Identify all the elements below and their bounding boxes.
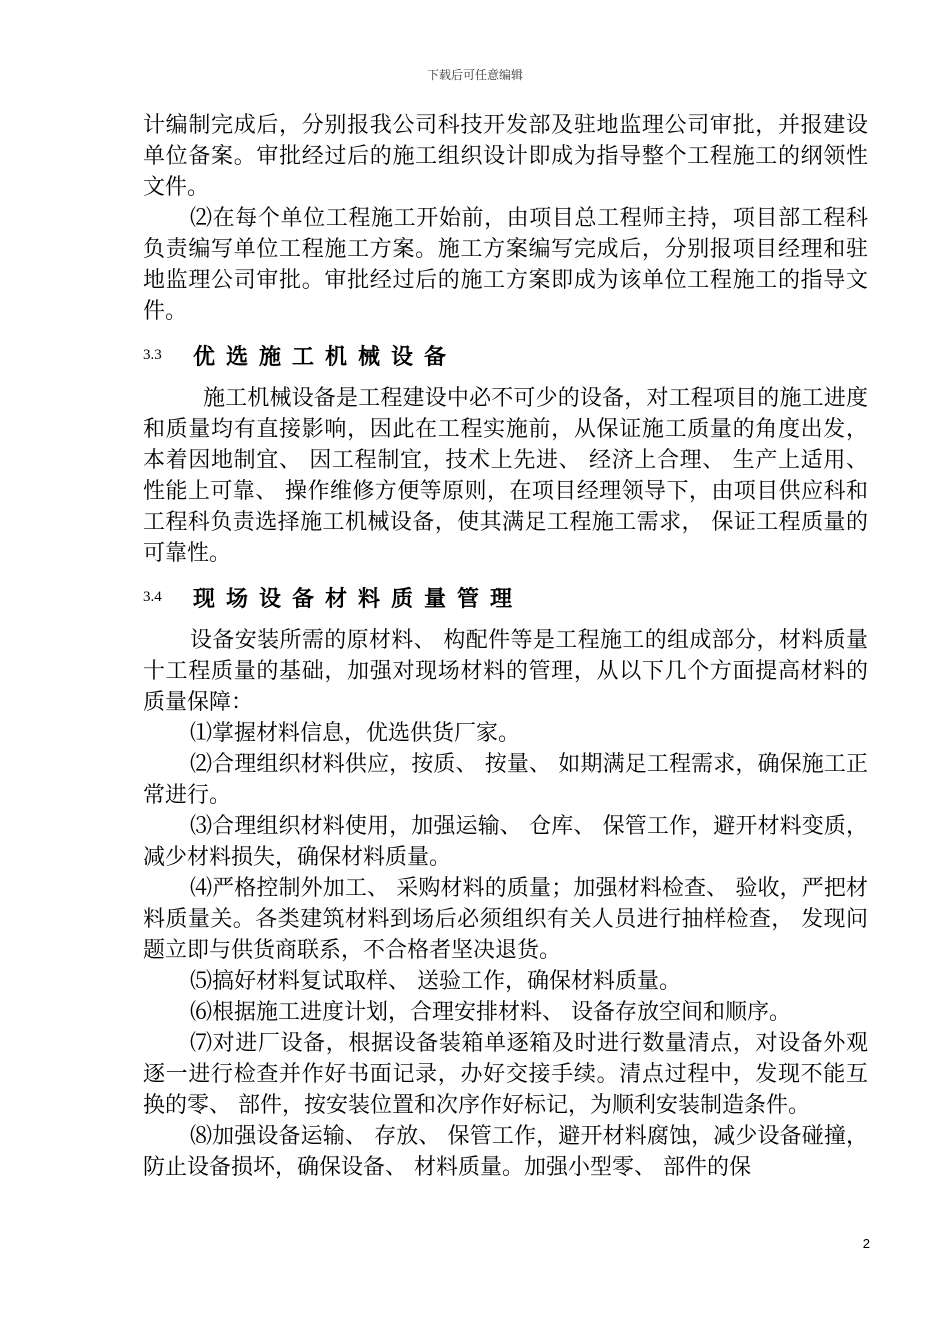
section-heading <box>143 579 868 615</box>
section-number: 3.4 <box>143 588 162 605</box>
document-body <box>143 110 868 1183</box>
paragraph: ⑵在每个单位工程施工开始前，由项目总工程师主持，项目部工程科负责编写单位工程施工方案。施工方案编写完成后，分别报项目经理和驻地监理公司审批。审批经过后的施工方案即成为该单位工程施工的指导文件。 <box>143 206 868 324</box>
list-item: ⑴掌握材料信息，优选供货厂家。 <box>190 721 521 746</box>
page-number: 2 <box>862 1236 870 1251</box>
list-item: ⑹根据施工进度计划，合理安排材料、 设备存放空间和顺序。 <box>190 1000 791 1025</box>
paragraph: 设备安装所需的原材料、 构配件等是工程施工的组成部分，材料质量十工程质量的基础，加强对现场材料的管理，从以下几个方面提高材料的质量保障： <box>143 628 868 715</box>
list-item: ⑸搞好材料复试取样、 送验工作，确保材料质量。 <box>190 969 681 994</box>
paragraph: 施工机械设备是工程建设中必不可少的设备，对工程项目的施工进度和质量均有直接影响，因此在工程实施前，从保证施工质量的角度出发，本着因地制宜、 因工程制宜，技术上先进、 经济上合理、 生产上适用、 性能上可靠、 操作维修方便等原则，在项目经理领导下，由项目供应科和工程科负责选择施工机械设备，使其满足工程施工需求， 保证工程质量的可靠性。 <box>143 386 868 566</box>
list-item: ⑷严格控制外加工、 采购材料的质量；加强材料检查、 验收，严把材料质量关。各类建筑材料到场后必须组织有关人员进行抽样检查， 发现问题立即与供货商联系，不合格者坚决退货。 <box>143 876 868 963</box>
page-header: 下载后可任意编辑 <box>426 68 523 82</box>
list-item: ⑺对进厂设备，根据设备装箱单逐箱及时进行数量清点，对设备外观逐一进行检查并作好书面记录，办好交接手续。清点过程中，发现不能互换的零、 部件，按安装位置和次序作好标记，为顺利安装制造条件。 <box>143 1031 868 1118</box>
list-item: ⑶合理组织材料使用，加强运输、 仓库、 保管工作，避开材料变质，减少材料损失，确保材料质量。 <box>143 814 868 870</box>
section-number: 3.3 <box>143 346 162 363</box>
list-item: ⑵合理组织材料供应，按质、 按量、 如期满足工程需求，确保施工正常进行。 <box>143 752 868 808</box>
section-title: 优选施工机械设备 <box>193 344 458 370</box>
list-item: ⑻加强设备运输、 存放、 保管工作，避开材料腐蚀，减少设备碰撞，防止设备损坏，确保设备、 材料质量。加强小型零、 部件的保 <box>143 1124 868 1180</box>
paragraph: 计编制完成后，分别报我公司科技开发部及驻地监理公司审批，并报建设单位备案。审批经过后的施工组织设计即成为指导整个工程施工的纲领性文件。 <box>143 113 868 200</box>
section-heading <box>143 337 868 373</box>
section-title: 现场设备材料质量管理 <box>193 586 524 612</box>
